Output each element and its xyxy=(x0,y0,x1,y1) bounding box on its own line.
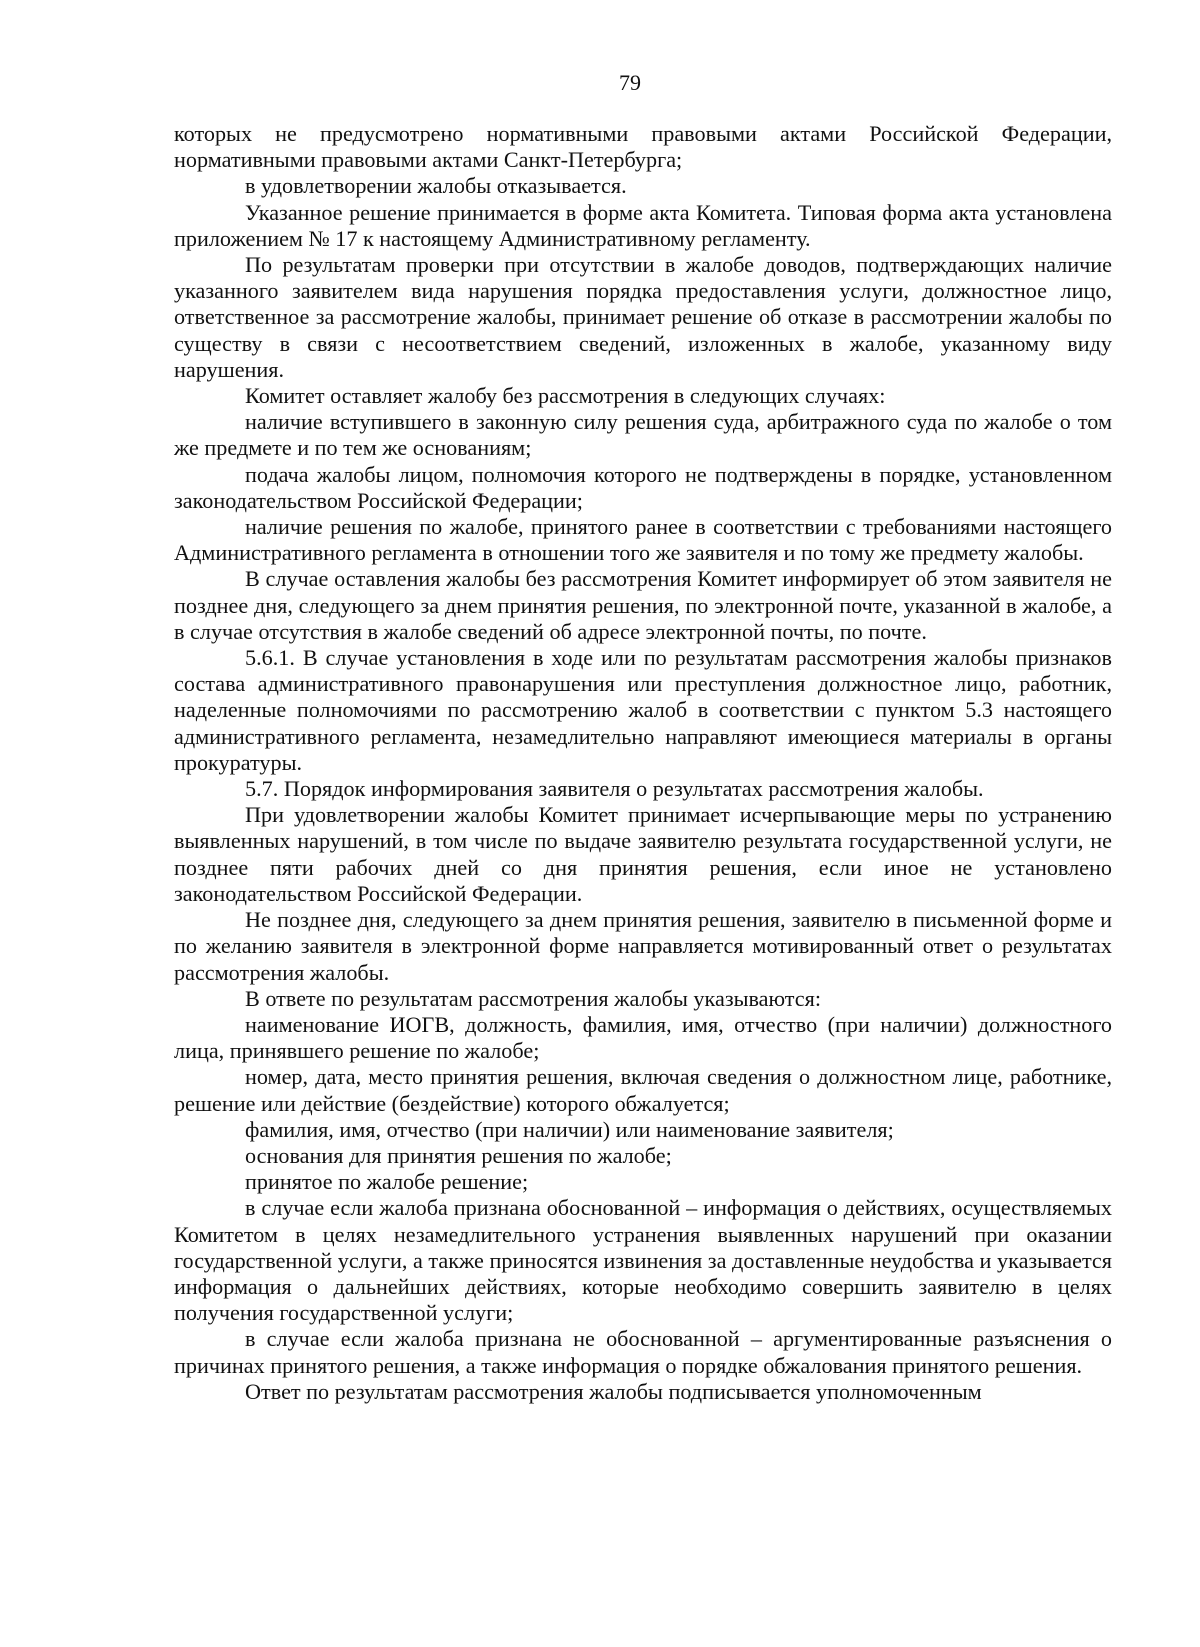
list-item: принятое по жалобе решение; xyxy=(245,1169,529,1195)
paragraph: которых не предусмотрено нормативными правовыми актами Российской Федерации, нормативными правовыми актами Санкт-Петербурга; xyxy=(174,121,1112,173)
list-item: в случае если жалоба признана обоснованной – информация о действиях, осуществляемых Комитетом в целях незамедлительного устранения выявленных нарушений при оказании государственной услуги, а также приносятся извинения за доставленные неудобства и указывается информация о дальнейших действиях, которые необходимо совершить заявителю в целях получения государственной услуги; xyxy=(174,1195,1112,1326)
paragraph: В случае оставления жалобы без рассмотрения Комитет информирует об этом заявителя не позднее дня, следующего за днем принятия решения, по электронной почте, указанной в жалобе, а в случае отсутствия в жалобе сведений об адресе электронной почты, по почте. xyxy=(174,566,1112,644)
paragraph: Комитет оставляет жалобу без рассмотрения в следующих случаях: xyxy=(245,383,886,409)
list-item: основания для принятия решения по жалобе; xyxy=(245,1142,672,1168)
paragraph: 5.6.1. В случае установления в ходе или по результатам рассмотрения жалобы признаков состава административного правонарушения или преступления должностное лицо, работник, наделенные полномочиями по рассмотрению жалоб в соответствии с пунктом 5.3 настоящего административного регламента, незамедлительно направляют имеющиеся материалы в органы прокуратуры. xyxy=(174,645,1112,775)
paragraph: По результатам проверки при отсутствии в жалобе доводов, подтверждающих наличие указанного заявителем вида нарушения порядка предоставления услуги, должностное лицо, ответственное за рассмотрение жалобы, принимает решение об отказе в рассмотрении жалобы по существу в связи с несоответствием сведений, изложенных в жалобе, указанному виду нарушения. xyxy=(174,252,1112,382)
paragraph: в удовлетворении жалобы отказывается. xyxy=(245,173,627,199)
section-heading: 5.7. Порядок информирования заявителя о результатах рассмотрения жалобы. xyxy=(245,776,984,802)
paragraph: наличие решения по жалобе, принятого ранее в соответствии с требованиями настоящего Административного регламента в отношении того же заявителя и по тому же предмету жалобы. xyxy=(174,514,1112,566)
list-item: в случае если жалоба признана не обоснованной – аргументированные разъяснения о причинах принятого решения, а также информация о порядке обжалования принятого решения. xyxy=(174,1326,1112,1378)
paragraph: В ответе по результатам рассмотрения жалобы указываются: xyxy=(245,985,821,1011)
paragraph: Указанное решение принимается в форме акта Комитета. Типовая форма акта установлена приложением № 17 к настоящему Административному регламенту. xyxy=(174,199,1112,251)
paragraph: подача жалобы лицом, полномочия которого не подтверждены в порядке, установленном законодательством Российской Федерации; xyxy=(174,461,1112,513)
list-item: фамилия, имя, отчество (при наличии) или наименование заявителя; xyxy=(245,1116,894,1142)
paragraph: Не позднее дня, следующего за днем принятия решения, заявителю в письменной форме и по желанию заявителя в электронной форме направляется мотивированный ответ о результатах рассмотрения жалобы. xyxy=(174,907,1112,985)
paragraph: При удовлетворении жалобы Комитет принимает исчерпывающие меры по устранению выявленных нарушений, в том числе по выдаче заявителю результата государственной услуги, не позднее пяти рабочих дней со дня принятия решения, если иное не установлено законодательством Российской Федерации. xyxy=(174,802,1112,906)
list-item: наименование ИОГВ, должность, фамилия, имя, отчество (при наличии) должностного лица, принявшего решение по жалобе; xyxy=(174,1011,1112,1064)
document-body xyxy=(174,121,1112,1405)
paragraph: Ответ по результатам рассмотрения жалобы подписывается уполномоченным xyxy=(245,1378,982,1404)
paragraph: наличие вступившего в законную силу решения суда, арбитражного суда по жалобе о том же предмете и по тем же основаниям; xyxy=(174,409,1112,461)
page-number: 79 xyxy=(619,70,641,95)
list-item: номер, дата, место принятия решения, включая сведения о должностном лице, работнике, решение или действие (бездействие) которого обжалуется; xyxy=(174,1064,1112,1116)
